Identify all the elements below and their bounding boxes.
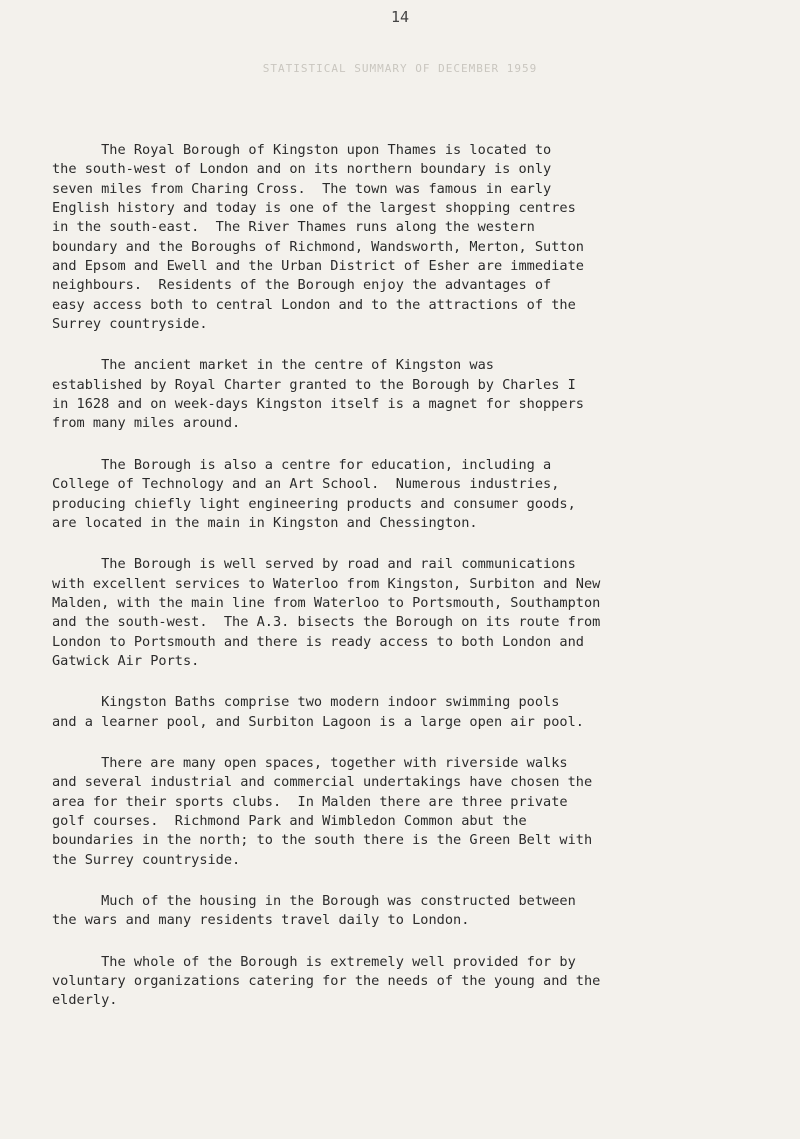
paragraph-8: [52, 953, 772, 1011]
text-line: established by Royal Charter granted to the Borough by Charles I: [52, 376, 576, 393]
text-line: Gatwick Air Ports.: [52, 652, 200, 669]
text-line: golf courses. Richmond Park and Wimbledon Common abut the: [52, 812, 527, 829]
text-line: Much of the housing in the Borough was constructed between: [52, 893, 576, 909]
text-line: Surrey countryside.: [52, 316, 208, 333]
page-number: 14: [390, 8, 410, 26]
text-line: easy access both to central London and to the attractions of the: [52, 296, 576, 313]
text-line: elderly.: [52, 992, 118, 1009]
text-line: neighbours. Residents of the Borough enjoy the advantages of: [52, 277, 552, 294]
document-body: [52, 141, 772, 1033]
paragraph-2: [52, 356, 772, 433]
text-line: producing chiefly light engineering products and consumer goods,: [52, 495, 576, 512]
text-line: from many miles around.: [52, 415, 241, 432]
text-line: and Epsom and Ewell and the Urban District of Esher are immediate: [52, 258, 584, 275]
text-line: English history and today is one of the largest shopping centres: [52, 200, 576, 217]
paragraph-3: [52, 456, 772, 533]
text-line: Kingston Baths comprise two modern indoor swimming pools: [52, 694, 560, 711]
text-line: the Surrey countryside.: [52, 851, 241, 868]
paragraph-7: [52, 892, 772, 931]
paragraph-4: [52, 555, 772, 671]
text-line: boundaries in the north; to the south there is the Green Belt with: [52, 832, 593, 849]
text-line: are located in the main in Kingston and Chessington.: [52, 514, 478, 531]
paragraph-6: [52, 754, 772, 870]
text-line: area for their sports clubs. In Malden there are three private: [52, 793, 568, 810]
text-line: Malden, with the main line from Waterloo to Portsmouth, Southampton: [52, 594, 601, 611]
text-line: There are many open spaces, together with riverside walks: [52, 754, 568, 771]
bleed-through-text: STATISTICAL SUMMARY OF DECEMBER 1959: [262, 62, 538, 75]
text-line: The Borough is also a centre for education, including a: [52, 456, 552, 473]
text-line: seven miles from Charing Cross. The town was famous in early: [52, 180, 552, 197]
text-line: and a learner pool, and Surbiton Lagoon is a large open air pool.: [52, 713, 584, 730]
text-line: The Royal Borough of Kingston upon Thames is located to: [52, 142, 552, 158]
text-line: The ancient market in the centre of Kingston was: [52, 357, 494, 374]
text-line: The Borough is well served by road and rail communications: [52, 556, 576, 573]
text-line: in 1628 and on week-days Kingston itself is a magnet for shoppers: [52, 396, 584, 413]
paragraph-1: [52, 141, 772, 334]
text-line: voluntary organizations catering for the needs of the young and the: [52, 973, 601, 990]
text-line: the wars and many residents travel daily to London.: [52, 912, 470, 929]
text-line: and the south-west. The A.3. bisects the Borough on its route from: [52, 614, 601, 631]
text-line: in the south-east. The River Thames runs along the western: [52, 219, 535, 236]
text-line: the south-west of London and on its northern boundary is only: [52, 161, 552, 178]
text-line: boundary and the Boroughs of Richmond, Wandsworth, Merton, Sutton: [52, 238, 584, 255]
text-line: with excellent services to Waterloo from Kingston, Surbiton and New: [52, 575, 601, 592]
paragraph-5: [52, 693, 772, 732]
text-line: The whole of the Borough is extremely well provided for by: [52, 953, 576, 970]
text-line: College of Technology and an Art School. Numerous industries,: [52, 476, 560, 493]
text-line: and several industrial and commercial undertakings have chosen the: [52, 774, 593, 791]
text-line: London to Portsmouth and there is ready access to both London and: [52, 633, 584, 650]
